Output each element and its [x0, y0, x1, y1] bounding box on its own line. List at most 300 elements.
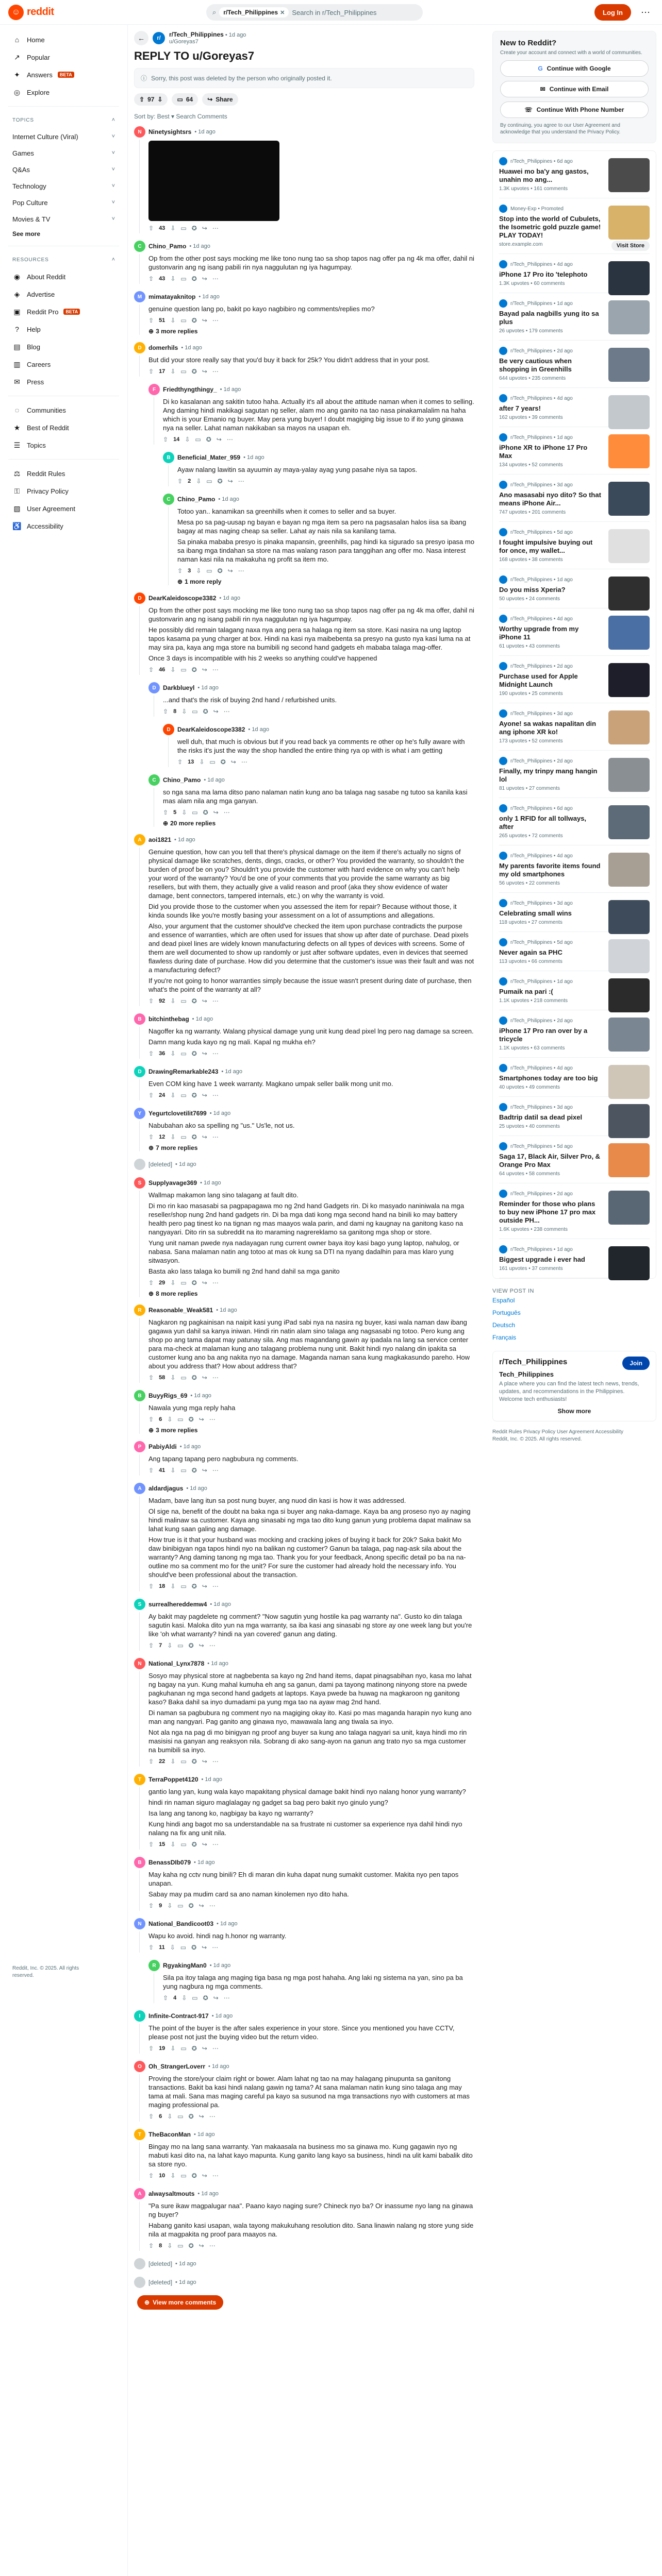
related-post-title[interactable]: Finally, my trinpy mang hangin lol — [499, 767, 598, 783]
sidebar-item-accessibility[interactable] — [8, 517, 119, 535]
search-subreddit-chip[interactable] — [219, 7, 289, 18]
avatar[interactable]: C — [163, 494, 174, 505]
comment-author[interactable]: National_Lynx7878 — [148, 1660, 205, 1667]
downvote-icon[interactable]: ⇩ — [170, 225, 176, 232]
share-icon[interactable]: ↪ — [202, 1467, 207, 1474]
share-icon[interactable]: ↪ — [202, 368, 207, 375]
reply-icon[interactable]: ▭ — [180, 317, 187, 324]
upvote-icon[interactable]: ⇧ — [148, 1416, 154, 1423]
view-more-comments-button[interactable] — [137, 2295, 223, 2310]
avatar[interactable]: D — [134, 1066, 145, 1077]
more-options-icon[interactable]: ⋯ — [209, 1416, 216, 1423]
upvote-icon[interactable]: ⇧ — [163, 1994, 169, 2002]
thread-line[interactable] — [139, 2024, 140, 2054]
downvote-icon[interactable]: ⇩ — [170, 1944, 175, 1951]
downvote-icon[interactable]: ⇩ — [170, 997, 176, 1005]
share-icon[interactable]: ↪ — [202, 1050, 207, 1057]
sidebar-item-best-of-reddit[interactable] — [8, 419, 119, 436]
comment-author[interactable]: bitchinthebag — [148, 1015, 189, 1023]
thread-line[interactable] — [139, 254, 140, 284]
upvote-icon[interactable]: ⇧ — [148, 1133, 154, 1141]
award-icon[interactable]: ✪ — [191, 1133, 197, 1141]
award-icon[interactable]: ✪ — [203, 809, 208, 816]
topic-q-as[interactable] — [8, 161, 119, 178]
related-post[interactable] — [499, 845, 650, 893]
reply-icon[interactable]: ▭ — [180, 1944, 187, 1951]
share-icon[interactable]: ↪ — [202, 2172, 207, 2179]
thread-line[interactable] — [139, 140, 140, 233]
comment-author[interactable]: Yegurtclovetilit7699 — [148, 1110, 207, 1117]
comment-author[interactable]: PabiyAldi — [148, 1443, 177, 1450]
avatar[interactable]: D — [134, 342, 145, 353]
downvote-icon[interactable]: ⇩ — [199, 758, 205, 766]
related-post-thumbnail[interactable] — [608, 616, 650, 650]
reply-icon[interactable]: ▭ — [177, 1642, 184, 1649]
share-icon[interactable]: ↪ — [213, 1994, 219, 2002]
award-icon[interactable]: ✪ — [191, 1467, 197, 1474]
reply-icon[interactable]: ▭ — [192, 1994, 198, 2002]
reply-icon[interactable]: ▭ — [180, 1133, 187, 1141]
award-icon[interactable]: ✪ — [191, 1944, 197, 1951]
avatar[interactable]: A — [134, 1483, 145, 1494]
avatar[interactable]: S — [134, 1599, 145, 1610]
upvote-icon[interactable]: ⇧ — [148, 1050, 154, 1057]
upvote-icon[interactable]: ⇧ — [148, 997, 154, 1005]
related-post[interactable] — [499, 1010, 650, 1058]
related-post-title[interactable]: Ano masasabi nyo dito? So that means iPhone Air... — [499, 491, 601, 507]
sidebar-item-user-agreement[interactable] — [8, 500, 119, 517]
comment-author[interactable]: Ninetysightsrs — [148, 128, 192, 135]
language-link-fran-ais[interactable]: Français — [492, 1334, 517, 1341]
upvote-icon[interactable]: ⇧ — [148, 1374, 154, 1381]
share-icon[interactable]: ↪ — [198, 1642, 204, 1649]
comment-author[interactable]: Chino_Pamo — [163, 776, 201, 784]
reply-icon[interactable]: ▭ — [180, 1467, 187, 1474]
thread-line[interactable] — [139, 1191, 140, 1297]
downvote-icon[interactable]: ⇩ — [170, 1841, 176, 1848]
reply-icon[interactable]: ▭ — [177, 2113, 184, 2120]
join-button[interactable]: Join — [622, 1357, 650, 1370]
reply-icon[interactable]: ▭ — [209, 758, 216, 766]
thread-line[interactable] — [139, 1027, 140, 1059]
related-post-title[interactable]: Reminder for those who plans to buy new iPhone 17 pro max outside PH... — [499, 1200, 596, 1224]
sidebar-item-blog[interactable] — [8, 338, 119, 355]
related-post-title[interactable]: after 7 years! — [499, 404, 541, 412]
reply-icon[interactable]: ▭ — [180, 1279, 187, 1286]
upvote-icon[interactable]: ⇧ — [148, 1279, 154, 1286]
share-icon[interactable]: ↪ — [198, 1902, 204, 1909]
thread-line[interactable] — [139, 304, 140, 335]
share-icon[interactable]: ↪ — [202, 1944, 207, 1951]
share-icon[interactable]: ↪ — [202, 1758, 207, 1765]
related-post[interactable] — [499, 293, 650, 341]
related-post-thumbnail[interactable] — [608, 939, 650, 973]
thread-line[interactable] — [168, 465, 169, 486]
share-icon[interactable]: ↪ — [230, 758, 236, 766]
award-icon[interactable]: ✪ — [191, 1050, 197, 1057]
share-icon[interactable]: ↪ — [202, 1374, 207, 1381]
avatar[interactable]: S — [134, 1177, 145, 1189]
more-options-icon[interactable]: ⋯ — [209, 1642, 216, 1649]
related-post[interactable] — [499, 151, 650, 198]
related-post-title[interactable]: Celebrating small wins — [499, 909, 572, 917]
comment-author[interactable]: mimatayaknitop — [148, 293, 196, 300]
award-icon[interactable]: ✪ — [191, 1583, 197, 1590]
sidebar-item-careers[interactable] — [8, 355, 119, 373]
more-options-icon[interactable]: ⋯ — [238, 478, 244, 485]
more-options-icon[interactable]: ⋯ — [641, 7, 650, 18]
related-post-thumbnail[interactable] — [608, 348, 650, 382]
thread-line[interactable] — [139, 1403, 140, 1434]
award-icon[interactable]: ✪ — [191, 368, 197, 375]
thread-line[interactable] — [168, 737, 169, 767]
share-icon[interactable]: ↪ — [202, 1583, 207, 1590]
share-icon[interactable]: ↪ — [227, 567, 233, 574]
upvote-icon[interactable]: ⇧ — [148, 666, 154, 673]
award-icon[interactable]: ✪ — [191, 1092, 197, 1099]
reply-icon[interactable]: ▭ — [180, 225, 187, 232]
comment-author[interactable]: BuyyRigs_69 — [148, 1392, 188, 1399]
avatar[interactable]: I — [134, 2010, 145, 2022]
related-post-title[interactable]: Do you miss Xperia? — [499, 586, 566, 594]
sidebar-item-answers[interactable] — [8, 66, 119, 83]
more-options-icon[interactable]: ⋯ — [212, 368, 219, 375]
reply-icon[interactable]: ▭ — [177, 2242, 184, 2249]
upvote-icon[interactable]: ⇧ — [148, 1902, 154, 1909]
comments-pill[interactable] — [172, 93, 198, 106]
avatar[interactable]: B — [134, 1390, 145, 1401]
related-post-title[interactable]: Stop into the world of Cubulets, the Isometric gold puzzle game! PLAY TODAY! — [499, 215, 601, 239]
language-link-espa-ol[interactable]: Español — [492, 1297, 515, 1304]
related-post[interactable] — [499, 932, 650, 971]
thread-line[interactable] — [139, 1870, 140, 1911]
downvote-icon[interactable]: ⇩ — [167, 1902, 173, 1909]
share-icon[interactable]: ↪ — [202, 997, 207, 1005]
sidebar-item-popular[interactable] — [8, 48, 119, 66]
downvote-icon[interactable]: ⇩ — [167, 2242, 173, 2249]
avatar[interactable]: M — [134, 291, 145, 302]
downvote-icon[interactable]: ⇩ — [170, 317, 176, 324]
comment-author[interactable]: DearKaleidoscope3382 — [148, 595, 217, 602]
more-options-icon[interactable]: ⋯ — [212, 1583, 219, 1590]
related-post[interactable] — [499, 1058, 650, 1097]
more-replies-link[interactable] — [148, 1144, 474, 1151]
avatar[interactable]: C — [134, 241, 145, 252]
downvote-icon[interactable]: ⇩ — [170, 1133, 176, 1141]
downvote-icon[interactable]: ⇩ — [181, 809, 187, 816]
downvote-icon[interactable]: ⇩ — [170, 1583, 176, 1590]
related-post-title[interactable]: I fought impulsive buying out for once, my wallet... — [499, 538, 593, 554]
reply-icon[interactable]: ▭ — [180, 1758, 187, 1765]
share-icon[interactable]: ↪ — [227, 478, 233, 485]
share-icon[interactable]: ↪ — [202, 225, 207, 232]
search-placeholder[interactable]: Search in r/Tech_Philippines — [292, 8, 377, 16]
award-icon[interactable]: ✪ — [188, 2242, 194, 2249]
visit-store-button[interactable]: Visit Store — [611, 241, 650, 251]
upvote-icon[interactable]: ⇧ — [163, 436, 169, 443]
more-options-icon[interactable]: ⋯ — [212, 1841, 219, 1848]
subreddit-avatar[interactable]: r/ — [153, 32, 165, 44]
related-post-thumbnail[interactable] — [608, 1018, 650, 1052]
share-icon[interactable]: ↪ — [202, 1092, 207, 1099]
related-post-thumbnail[interactable] — [608, 853, 650, 887]
topic-games[interactable] — [8, 145, 119, 161]
reddit-logo[interactable] — [8, 5, 54, 20]
comment-author[interactable]: DearKaleidoscope3382 — [177, 726, 245, 733]
reply-icon[interactable]: ▭ — [180, 1050, 187, 1057]
sort-bar[interactable]: Sort by: Best ▾ Search Comments — [134, 113, 227, 120]
more-replies-link[interactable] — [163, 820, 474, 827]
avatar[interactable]: P — [134, 1441, 145, 1452]
related-post-title[interactable]: iPhone XR to iPhone 17 Pro Max — [499, 444, 588, 460]
related-post-title[interactable]: Never again sa PHC — [499, 948, 562, 956]
topic-movies-tv[interactable] — [8, 211, 119, 227]
related-post-title[interactable]: Huawei mo ba'y ang gastos, unahin mo ang... — [499, 167, 589, 183]
thread-line[interactable] — [139, 355, 140, 377]
share-icon[interactable]: ↪ — [202, 1279, 207, 1286]
comment-author[interactable]: Infinite-Contract-917 — [148, 2012, 209, 2020]
see-more-link[interactable]: See more — [12, 230, 41, 238]
reply-icon[interactable]: ▭ — [180, 368, 187, 375]
upvote-icon[interactable]: ⇧ — [139, 96, 145, 103]
comment-author[interactable]: DrawingRemarkable243 — [148, 1068, 219, 1075]
sidebar-item-about-reddit[interactable] — [8, 268, 119, 285]
upvote-icon[interactable]: ⇧ — [148, 1758, 154, 1765]
reply-icon[interactable]: ▭ — [192, 708, 198, 715]
reply-icon[interactable]: ▭ — [177, 1902, 184, 1909]
related-post[interactable] — [499, 1183, 650, 1239]
more-options-icon[interactable]: ⋯ — [212, 1050, 219, 1057]
related-post-thumbnail[interactable] — [608, 900, 650, 934]
thread-line[interactable] — [139, 1496, 140, 1591]
topic-internet-culture-viral[interactable] — [8, 128, 119, 145]
more-options-icon[interactable]: ⋯ — [212, 1133, 219, 1141]
downvote-icon[interactable]: ⇩ — [170, 1758, 176, 1765]
upvote-icon[interactable]: ⇧ — [148, 1092, 154, 1099]
share-icon[interactable]: ↪ — [216, 436, 222, 443]
downvote-icon[interactable]: ⇩ — [167, 2113, 173, 2120]
avatar[interactable]: N — [134, 126, 145, 138]
topics-header[interactable] — [8, 112, 119, 128]
thread-line[interactable] — [139, 1612, 140, 1651]
reply-icon[interactable]: ▭ — [180, 666, 187, 673]
related-post[interactable] — [499, 198, 650, 254]
more-options-icon[interactable]: ⋯ — [212, 1092, 219, 1099]
share-icon[interactable]: ↪ — [213, 708, 219, 715]
related-post[interactable] — [499, 522, 650, 569]
avatar[interactable]: B — [163, 452, 174, 463]
related-post[interactable] — [499, 388, 650, 427]
share-icon[interactable]: ↪ — [198, 2113, 204, 2120]
thread-line[interactable] — [139, 1931, 140, 1953]
resources-header[interactable] — [8, 251, 119, 268]
upvote-icon[interactable]: ⇧ — [148, 2172, 154, 2179]
more-options-icon[interactable]: ⋯ — [209, 1902, 216, 1909]
more-options-icon[interactable]: ⋯ — [212, 1374, 219, 1381]
language-link-portugu-s[interactable]: Português — [492, 1309, 521, 1316]
topic-pop-culture[interactable] — [8, 194, 119, 211]
award-icon[interactable]: ✪ — [191, 2045, 197, 2052]
upvote-icon[interactable]: ⇧ — [163, 809, 169, 816]
reply-icon[interactable]: ▭ — [180, 1092, 187, 1099]
continue-email-button[interactable] — [500, 81, 649, 97]
more-options-icon[interactable]: ⋯ — [212, 2045, 219, 2052]
more-options-icon[interactable]: ⋯ — [238, 567, 244, 574]
award-icon[interactable]: ✪ — [206, 436, 211, 443]
related-post-thumbnail[interactable] — [608, 261, 650, 295]
downvote-icon[interactable]: ⇩ — [185, 436, 190, 443]
share-icon[interactable]: ↪ — [202, 317, 207, 324]
avatar[interactable]: F — [148, 384, 160, 395]
continue-phone-button[interactable] — [500, 101, 649, 118]
award-icon[interactable]: ✪ — [188, 1416, 194, 1423]
subreddit-name[interactable]: r/Tech_Philippines — [169, 30, 224, 38]
share-icon[interactable]: ↪ — [202, 1133, 207, 1141]
reply-icon[interactable]: ▭ — [180, 1583, 187, 1590]
upvote-icon[interactable]: ⇧ — [148, 2045, 154, 2052]
sidebar-item-help[interactable] — [8, 320, 119, 338]
award-icon[interactable]: ✪ — [188, 1642, 194, 1649]
avatar[interactable]: R — [148, 1960, 160, 1971]
related-post[interactable] — [499, 1136, 650, 1183]
related-post-title[interactable]: iPhone 17 Pro ran over by a tricycle — [499, 1027, 588, 1043]
award-icon[interactable]: ✪ — [217, 567, 223, 574]
avatar[interactable]: B — [134, 1013, 145, 1025]
upvote-icon[interactable]: ⇧ — [177, 758, 183, 766]
related-post-title[interactable]: Biggest upgrade i ever had — [499, 1256, 585, 1263]
comment-author[interactable]: Reasonable_Weak581 — [148, 1307, 213, 1314]
avatar[interactable]: A — [134, 2188, 145, 2199]
related-post[interactable] — [499, 341, 650, 388]
related-post-title[interactable]: iPhone 17 Pro ito 'telephoto — [499, 270, 588, 278]
avatar[interactable]: N — [134, 1918, 145, 1929]
reply-icon[interactable]: ▭ — [180, 275, 187, 282]
award-icon[interactable]: ✪ — [191, 2172, 197, 2179]
comment-author[interactable]: Oh_StrangerLoverr — [148, 2063, 206, 2070]
comment-author[interactable]: TheBaconMan — [148, 2131, 191, 2138]
downvote-icon[interactable]: ⇩ — [170, 2172, 176, 2179]
avatar[interactable]: Y — [134, 1108, 145, 1119]
award-icon[interactable]: ✪ — [203, 708, 208, 715]
comment-author[interactable]: aoi1821 — [148, 836, 172, 843]
more-options-icon[interactable]: ⋯ — [241, 758, 247, 766]
related-post-thumbnail[interactable] — [608, 1065, 650, 1099]
thread-line[interactable] — [139, 1671, 140, 1767]
upvote-icon[interactable]: ⇧ — [148, 368, 154, 375]
avatar[interactable]: O — [134, 2061, 145, 2072]
thread-line[interactable] — [139, 606, 140, 675]
more-options-icon[interactable]: ⋯ — [223, 708, 230, 715]
reply-icon[interactable]: ▭ — [206, 567, 212, 574]
comment-author[interactable]: National_Bandicoot03 — [148, 1920, 214, 1927]
avatar[interactable]: R — [134, 1304, 145, 1316]
related-post-title[interactable]: Badtrip datil sa dead pixel — [499, 1113, 583, 1121]
sidebar-item-reddit-rules[interactable] — [8, 465, 119, 482]
related-post-thumbnail[interactable] — [608, 529, 650, 563]
related-post-title[interactable]: Purchase used for Apple Midnight Launch — [499, 672, 578, 688]
sidebar-item-topics[interactable] — [8, 436, 119, 454]
upvote-icon[interactable]: ⇧ — [148, 1841, 154, 1848]
comment-author[interactable]: Beneficial_Mater_959 — [177, 454, 241, 461]
related-post-thumbnail[interactable] — [608, 1246, 650, 1280]
upvote-icon[interactable]: ⇧ — [148, 1583, 154, 1590]
upvote-icon[interactable]: ⇧ — [148, 2242, 154, 2249]
downvote-icon[interactable]: ⇩ — [167, 1642, 173, 1649]
thread-line[interactable] — [139, 2142, 140, 2181]
downvote-icon[interactable]: ⇩ — [170, 1467, 176, 1474]
thread-line[interactable] — [139, 1787, 140, 1850]
related-post-title[interactable]: My parents favorite items found my old smartphones — [499, 862, 601, 878]
more-options-icon[interactable]: ⋯ — [212, 275, 219, 282]
upvote-icon[interactable]: ⇧ — [163, 708, 169, 715]
related-post-thumbnail[interactable] — [608, 158, 650, 192]
comment-author[interactable]: TerraPoppet4120 — [148, 1776, 198, 1783]
related-post-title[interactable]: Ayone! sa wakas napalitan din ang iphone XR ko! — [499, 720, 597, 736]
share-icon[interactable]: ↪ — [198, 2242, 204, 2249]
login-button[interactable]: Log In — [594, 4, 631, 21]
downvote-icon[interactable]: ⇩ — [170, 2045, 176, 2052]
award-icon[interactable]: ✪ — [191, 225, 197, 232]
related-post[interactable] — [499, 751, 650, 798]
related-post-thumbnail[interactable] — [608, 663, 650, 697]
upvote-icon[interactable]: ⇧ — [177, 567, 183, 574]
award-icon[interactable]: ✪ — [203, 1994, 208, 2002]
award-icon[interactable]: ✪ — [191, 1841, 197, 1848]
share-button[interactable] — [202, 93, 238, 106]
sidebar-item-explore[interactable] — [8, 83, 119, 101]
avatar[interactable]: D — [148, 682, 160, 693]
share-icon[interactable]: ↪ — [202, 1841, 207, 1848]
related-post[interactable] — [499, 1097, 650, 1136]
more-replies-link[interactable] — [148, 1290, 474, 1297]
related-post-thumbnail[interactable] — [608, 395, 650, 429]
reply-icon[interactable]: ▭ — [180, 997, 187, 1005]
comment-author[interactable]: Chino_Pamo — [177, 496, 216, 503]
avatar[interactable]: N — [134, 1658, 145, 1669]
related-post-thumbnail[interactable] — [608, 300, 650, 334]
related-post-thumbnail[interactable] — [608, 710, 650, 744]
related-post-thumbnail[interactable] — [608, 1104, 650, 1138]
related-post[interactable] — [499, 703, 650, 751]
avatar[interactable]: A — [134, 834, 145, 845]
more-options-icon[interactable]: ⋯ — [212, 317, 219, 324]
share-icon[interactable]: ↪ — [202, 666, 207, 673]
downvote-icon[interactable]: ⇩ — [170, 1050, 176, 1057]
share-icon[interactable]: ↪ — [202, 275, 207, 282]
downvote-icon[interactable]: ⇩ — [170, 666, 176, 673]
award-icon[interactable]: ✪ — [220, 758, 226, 766]
downvote-icon[interactable]: ⇩ — [170, 368, 176, 375]
related-post-thumbnail[interactable] — [608, 758, 650, 792]
more-options-icon[interactable]: ⋯ — [223, 1994, 230, 2002]
more-options-icon[interactable]: ⋯ — [209, 2242, 216, 2249]
award-icon[interactable]: ✪ — [191, 1279, 197, 1286]
related-post[interactable] — [499, 1239, 650, 1278]
comment-author[interactable]: alwaysaltmouts — [148, 2190, 195, 2197]
award-icon[interactable]: ✪ — [191, 275, 197, 282]
related-post-thumbnail[interactable] — [608, 577, 650, 611]
avatar[interactable]: C — [148, 774, 160, 786]
more-options-icon[interactable]: ⋯ — [223, 809, 230, 816]
reply-icon[interactable]: ▭ — [177, 1416, 184, 1423]
comment-author[interactable]: Friedthyngthingy_ — [163, 386, 217, 393]
related-post[interactable] — [499, 656, 650, 703]
thread-line[interactable] — [139, 1121, 140, 1151]
more-options-icon[interactable]: ⋯ — [212, 666, 219, 673]
more-options-icon[interactable]: ⋯ — [212, 1944, 219, 1951]
award-icon[interactable]: ✪ — [188, 1902, 194, 1909]
sidebar-item-advertise[interactable] — [8, 285, 119, 303]
